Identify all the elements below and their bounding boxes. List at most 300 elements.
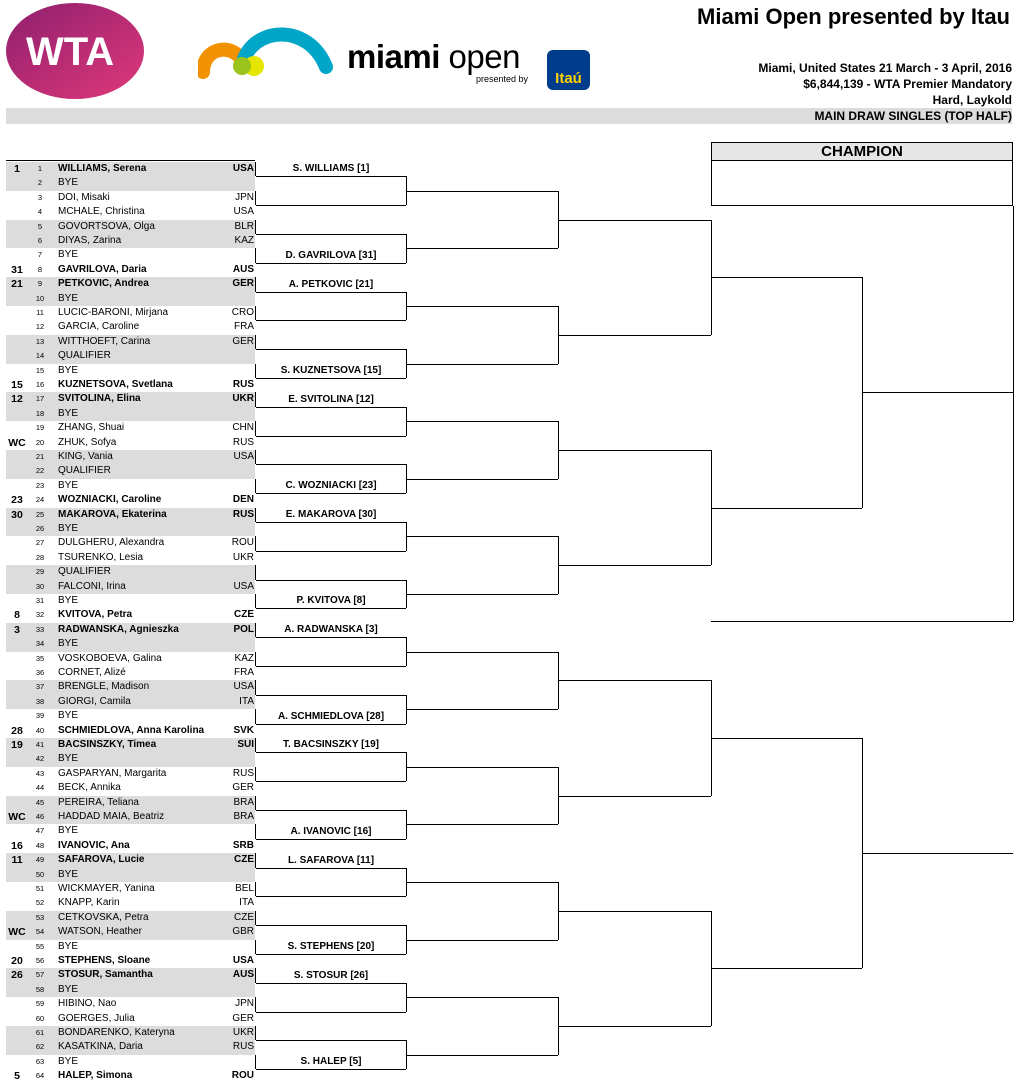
player-name: RADWANSKA, Agnieszka <box>58 623 179 635</box>
player-name: BYE <box>58 868 79 880</box>
round2-slot <box>256 911 406 926</box>
draw-row <box>6 220 255 234</box>
draw-row <box>6 954 255 968</box>
seed-label: 5 <box>14 1070 20 1083</box>
bracket-line <box>406 421 558 422</box>
draw-position: 32 <box>35 610 45 620</box>
player-nationality: CHN <box>232 422 254 434</box>
bracket-line <box>558 796 711 797</box>
wta-logo <box>6 3 144 99</box>
bracket-line <box>406 997 558 998</box>
bracket-connector <box>255 652 256 666</box>
draw-position: 36 <box>35 668 45 677</box>
draw-position: 47 <box>35 826 45 836</box>
draw-position: 64 <box>35 1071 45 1081</box>
draw-row <box>6 392 255 406</box>
draw-position: 61 <box>35 1028 45 1037</box>
draw-row <box>6 248 255 262</box>
player-name: KING, Vania <box>58 451 113 462</box>
bracket-connector <box>255 248 256 262</box>
draw-row <box>6 925 255 939</box>
player-name: BYE <box>58 940 79 952</box>
player-name: GARCIA, Caroline <box>58 321 140 333</box>
seed-label: 31 <box>11 263 23 276</box>
bracket-line <box>406 824 558 825</box>
draw-position: 56 <box>35 956 45 965</box>
draw-position: 33 <box>35 624 45 634</box>
draw-row <box>6 738 255 752</box>
player-name: GOERGES, Julia <box>58 1012 135 1024</box>
draw-position: 63 <box>35 1056 45 1066</box>
round2-slot <box>256 191 406 206</box>
draw-position: 54 <box>35 927 45 937</box>
bracket-connector <box>255 508 256 522</box>
round2-slot: L. SAFAROVA [11] <box>256 854 406 869</box>
bracket-connector <box>255 162 256 176</box>
player-name: GASPARYAN, Margarita <box>58 767 167 779</box>
draw-position: 11 <box>36 308 44 317</box>
round2-slot: T. BACSINSZKY [19] <box>256 738 406 753</box>
draw-row <box>6 940 255 954</box>
draw-position: 42 <box>35 754 45 764</box>
player-nationality: BEL <box>235 883 254 894</box>
seed-label: 20 <box>11 955 23 967</box>
player-name: BYE <box>58 364 79 376</box>
draw-row <box>6 810 255 824</box>
player-name: PEREIRA, Teliana <box>58 796 139 808</box>
bracket-line <box>558 911 711 912</box>
player-nationality: JPN <box>235 998 254 1010</box>
draw-position: 41 <box>35 740 45 749</box>
draw-position: 59 <box>35 999 45 1009</box>
miami-open-logo <box>198 22 338 80</box>
draw-row <box>6 680 255 694</box>
draw-row <box>6 493 255 507</box>
seed-label: 23 <box>11 494 23 507</box>
draw-row <box>6 162 255 176</box>
player-name: GAVRILOVA, Daria <box>58 263 147 275</box>
player-name: QUALIFIER <box>58 465 111 477</box>
player-nationality: POL <box>233 623 254 635</box>
draw-row <box>6 421 255 435</box>
bracket-line <box>406 364 558 365</box>
draw-row <box>6 1012 255 1026</box>
player-name: DIYAS, Zarina <box>58 235 122 246</box>
player-nationality: CRO <box>231 307 254 318</box>
draw-row <box>6 335 255 349</box>
bracket-line <box>711 968 862 969</box>
bracket-connector <box>255 623 256 637</box>
player-nationality: DEN <box>232 494 254 506</box>
player-name: QUALIFIER <box>58 350 111 362</box>
player-name: CORNET, Alizé <box>58 667 126 678</box>
bracket-connector <box>255 796 256 810</box>
draw-position: 31 <box>35 596 45 605</box>
player-name: BYE <box>58 825 79 837</box>
bracket-line <box>711 738 862 739</box>
bracket-connector <box>255 421 256 435</box>
round2-slot <box>256 681 406 696</box>
wta-logo-text: WTA <box>26 30 115 74</box>
draw-position: 10 <box>35 293 45 303</box>
draw-position: 30 <box>35 581 45 591</box>
player-name: LUCIC-BARONI, Mirjana <box>58 307 169 318</box>
bracket-line <box>406 882 558 883</box>
bracket-line <box>558 565 711 566</box>
draw-row <box>6 781 255 795</box>
itau-logo: Itaú <box>547 50 590 90</box>
draw-row <box>6 277 255 291</box>
player-nationality: BLR <box>234 220 254 232</box>
draw-position: 40 <box>35 725 45 735</box>
draw-position: 37 <box>35 682 45 692</box>
bracket-connector <box>255 594 256 608</box>
bracket-line <box>406 709 558 710</box>
draw-row <box>6 306 255 320</box>
draw-row <box>6 752 255 766</box>
bracket-connector <box>255 335 256 349</box>
seed-label: 15 <box>11 379 23 391</box>
draw-row <box>6 263 255 277</box>
draw-position: 62 <box>35 1042 45 1052</box>
seed-label: 19 <box>11 739 23 751</box>
draw-row <box>6 868 255 882</box>
draw-row <box>6 292 255 306</box>
bracket-line <box>711 277 862 278</box>
player-name: BYE <box>58 710 79 722</box>
player-nationality: UKR <box>232 1027 254 1038</box>
player-name: BYE <box>58 1055 79 1067</box>
round2-slot <box>256 306 406 321</box>
player-name: FALCONI, Irina <box>58 580 126 592</box>
bracket-line <box>558 680 711 681</box>
bracket-line <box>711 621 1013 622</box>
draw-position: 48 <box>35 840 45 850</box>
draw-position: 25 <box>35 509 45 519</box>
bracket-connector <box>255 968 256 982</box>
player-name: IVANOVIC, Ana <box>58 839 130 851</box>
draw-row <box>6 1040 255 1054</box>
draw-row <box>6 364 255 378</box>
player-nationality: SRB <box>232 839 254 851</box>
bracket-connector <box>255 220 256 234</box>
player-nationality: GER <box>232 782 254 794</box>
player-name: GOVORTSOVA, Olga <box>58 220 155 232</box>
seed-label: WC <box>8 811 26 823</box>
player-nationality: RUS <box>232 379 254 390</box>
draw-position: 8 <box>37 264 43 274</box>
bracket-connector <box>255 940 256 954</box>
draw-row <box>6 623 255 637</box>
draw-row <box>6 464 255 478</box>
bracket-connector <box>255 882 256 896</box>
player-name: SVITOLINA, Elina <box>58 393 141 405</box>
round2-slot <box>256 450 406 465</box>
draw-row <box>6 983 255 997</box>
draw-position: 44 <box>35 783 45 793</box>
round2-slot: E. SVITOLINA [12] <box>256 393 406 408</box>
draw-row <box>6 666 255 680</box>
round2-slot <box>256 767 406 782</box>
player-nationality: AUS <box>232 263 254 275</box>
draw-position: 23 <box>35 480 45 490</box>
draw-row <box>6 1069 255 1083</box>
draw-position: 24 <box>35 495 45 505</box>
draw-position: 14 <box>35 351 45 361</box>
round2-slot: S. WILLIAMS [1] <box>256 162 406 177</box>
seed-label: 26 <box>11 969 23 982</box>
bracket-line <box>406 652 558 653</box>
round2-slot: A. IVANOVIC [16] <box>256 825 406 840</box>
player-name: WITTHOEFT, Carina <box>58 335 151 347</box>
draw-row <box>6 896 255 910</box>
draw-row <box>6 695 255 709</box>
draw-position: 26 <box>35 524 45 533</box>
player-name: BACSINSZKY, Timea <box>58 739 157 750</box>
draw-position: 34 <box>35 639 45 649</box>
draw-row <box>6 594 255 608</box>
player-nationality: GER <box>232 1012 254 1024</box>
player-nationality: FRA <box>234 321 254 333</box>
bracket-connector <box>255 191 256 205</box>
seed-label: 28 <box>11 724 23 737</box>
bracket-connector <box>255 1026 256 1040</box>
player-name: PETKOVIC, Andrea <box>58 278 149 290</box>
draw-position: 22 <box>35 466 45 476</box>
player-nationality: USA <box>232 163 254 174</box>
draw-row <box>6 1055 255 1069</box>
round2-slot <box>256 882 406 897</box>
player-nationality: ITA <box>239 695 254 707</box>
player-name: KVITOVA, Petra <box>58 609 133 621</box>
draw-position: 35 <box>35 653 45 663</box>
draw-row <box>6 450 255 464</box>
player-name: BYE <box>58 249 79 261</box>
draw-row <box>6 968 255 982</box>
round2-slot <box>256 566 406 581</box>
draw-position: 55 <box>35 941 45 951</box>
bracket-connector <box>255 364 256 378</box>
draw-row <box>6 853 255 867</box>
player-name: SAFAROVA, Lucie <box>58 854 145 866</box>
bracket-connector <box>255 277 256 291</box>
draw-row <box>6 911 255 925</box>
round2-slot <box>256 220 406 235</box>
bracket-connector <box>255 536 256 550</box>
player-name: BYE <box>58 407 79 419</box>
draw-row <box>6 191 255 205</box>
draw-row <box>6 997 255 1011</box>
draw-position: 7 <box>37 250 43 260</box>
draw-row <box>6 796 255 810</box>
bracket-connector <box>255 565 256 579</box>
player-name: WILLIAMS, Serena <box>58 163 147 174</box>
bracket-line <box>558 450 711 451</box>
draw-row <box>6 205 255 219</box>
player-nationality: RUS <box>232 436 254 448</box>
player-nationality: ROU <box>231 537 254 549</box>
draw-row <box>6 839 255 853</box>
draw-row <box>6 479 255 493</box>
round2-slot: A. PETKOVIC [21] <box>256 278 406 293</box>
seed-label: 16 <box>11 839 23 852</box>
bracket-line <box>406 767 558 768</box>
player-name: BYE <box>58 292 79 304</box>
champion-box <box>711 161 1013 206</box>
draw-position: 16 <box>35 380 45 389</box>
round2-slot <box>256 998 406 1013</box>
bracket-connector <box>255 392 256 406</box>
seed-label: 11 <box>11 854 23 867</box>
bracket-connector <box>255 738 256 752</box>
draw-row <box>6 724 255 738</box>
draw-position: 6 <box>37 236 43 245</box>
draw-position: 3 <box>37 192 43 202</box>
player-name: MAKAROVA, Ekaterina <box>58 508 167 520</box>
draw-row <box>6 536 255 550</box>
player-name: STOSUR, Samantha <box>58 969 153 981</box>
player-name: ZHANG, Shuai <box>58 422 125 434</box>
round2-slot: S. HALEP [5] <box>256 1055 406 1070</box>
location-dates: Miami, United States 21 March - 3 April, 2016 <box>758 61 1012 75</box>
player-nationality: ROU <box>231 1070 254 1082</box>
draw-position: 5 <box>37 221 43 231</box>
seed-label: 21 <box>11 278 23 291</box>
bracket-connector <box>255 479 256 493</box>
round2-slot: A. RADWANSKA [3] <box>256 623 406 638</box>
bracket-line <box>558 220 711 221</box>
bracket-line <box>406 479 558 480</box>
round2-slot <box>256 422 406 437</box>
player-name: DULGHERU, Alexandra <box>58 537 165 549</box>
draw-row <box>6 767 255 781</box>
player-name: CETKOVSKA, Petra <box>58 911 149 923</box>
bracket-line <box>862 392 1013 393</box>
player-name: BYE <box>58 638 79 650</box>
draw-row <box>6 234 255 248</box>
round2-slot: C. WOZNIACKI [23] <box>256 479 406 494</box>
draw-title-bar <box>6 108 1012 124</box>
draw-row <box>6 436 255 450</box>
bracket-connector <box>255 767 256 781</box>
draw-row <box>6 637 255 651</box>
bracket-connector <box>255 997 256 1011</box>
draw-position: 21 <box>35 452 45 461</box>
player-name: BYE <box>58 983 79 995</box>
player-nationality: BRA <box>233 811 254 822</box>
bracket-line <box>406 536 558 537</box>
draw-row <box>6 882 255 896</box>
player-name: BONDARENKO, Kateryna <box>58 1027 175 1038</box>
player-nationality: RUS <box>232 767 254 779</box>
bracket-line <box>406 940 558 941</box>
seed-label: 12 <box>11 393 23 406</box>
round2-slot <box>256 1026 406 1041</box>
player-name: BYE <box>58 753 79 765</box>
bracket-line <box>558 335 711 336</box>
player-name: VOSKOBOEVA, Galina <box>58 652 162 664</box>
bracket-line <box>862 853 1013 854</box>
draw-top-rule <box>6 160 255 161</box>
draw-position: 1 <box>37 164 43 173</box>
player-name: SCHMIEDLOVA, Anna Karolina <box>58 724 205 736</box>
player-nationality: SVK <box>233 724 254 736</box>
bracket-connector <box>255 911 256 925</box>
bracket-line <box>558 1026 711 1027</box>
draw-position: 50 <box>35 869 45 879</box>
draw-title: MAIN DRAW SINGLES (TOP HALF) <box>814 109 1012 123</box>
player-nationality: SUI <box>237 739 254 750</box>
draw-position: 27 <box>35 538 45 548</box>
round2-slot: D. GAVRILOVA [31] <box>256 249 406 264</box>
player-nationality: FRA <box>234 667 254 678</box>
round2-slot: S. STEPHENS [20] <box>256 940 406 955</box>
player-nationality: USA <box>233 206 254 218</box>
draw-position: 18 <box>35 408 45 418</box>
draw-position: 12 <box>35 322 45 332</box>
draw-row <box>6 652 255 666</box>
player-nationality: AUS <box>232 969 254 981</box>
draw-row <box>6 608 255 622</box>
round2-slot <box>256 335 406 350</box>
draw-row <box>6 378 255 392</box>
player-nationality: USA <box>233 451 254 462</box>
draw-position: 39 <box>35 711 45 721</box>
draw-position: 17 <box>35 394 45 404</box>
draw-row <box>6 349 255 363</box>
draw-row <box>6 508 255 522</box>
round2-slot <box>256 537 406 552</box>
player-nationality: JPN <box>235 191 254 203</box>
draw-position: 19 <box>35 423 45 433</box>
player-nationality: UKR <box>232 393 254 405</box>
bracket-connector <box>1013 206 1014 621</box>
player-nationality: GER <box>232 278 254 290</box>
draw-position: 9 <box>37 279 43 289</box>
player-name: WOZNIACKI, Caroline <box>58 494 162 506</box>
draw-position: 38 <box>35 696 45 706</box>
player-nationality: KAZ <box>234 652 254 664</box>
player-name: STEPHENS, Sloane <box>58 955 151 966</box>
player-nationality: CZE <box>234 609 254 621</box>
player-nationality: KAZ <box>234 235 254 246</box>
draw-position: 52 <box>35 898 45 908</box>
draw-position: 49 <box>35 855 45 865</box>
draw-position: 45 <box>35 797 45 807</box>
player-name: WICKMAYER, Yanina <box>58 883 155 894</box>
draw-row <box>6 565 255 579</box>
player-name: HIBINO, Nao <box>58 998 117 1010</box>
player-nationality: USA <box>233 681 254 693</box>
draw-position: 53 <box>35 912 45 922</box>
round2-slot: E. MAKAROVA [30] <box>256 508 406 523</box>
round2-slot: P. KVITOVA [8] <box>256 594 406 609</box>
champion-header: CHAMPION <box>711 142 1013 161</box>
player-name: MCHALE, Christina <box>58 206 145 218</box>
player-name: BYE <box>58 177 79 189</box>
player-name: GIORGI, Camila <box>58 695 131 707</box>
player-name: BRENGLE, Madison <box>58 681 150 693</box>
bracket-connector <box>255 709 256 723</box>
player-nationality: CZE <box>234 854 254 866</box>
player-nationality: CZE <box>234 911 254 923</box>
player-name: KASATKINA, Daria <box>58 1041 143 1053</box>
player-name: HALEP, Simona <box>58 1070 133 1082</box>
bracket-line <box>406 191 558 192</box>
player-nationality: USA <box>232 955 254 966</box>
draw-position: 29 <box>35 567 45 577</box>
seed-label: 8 <box>14 609 20 622</box>
